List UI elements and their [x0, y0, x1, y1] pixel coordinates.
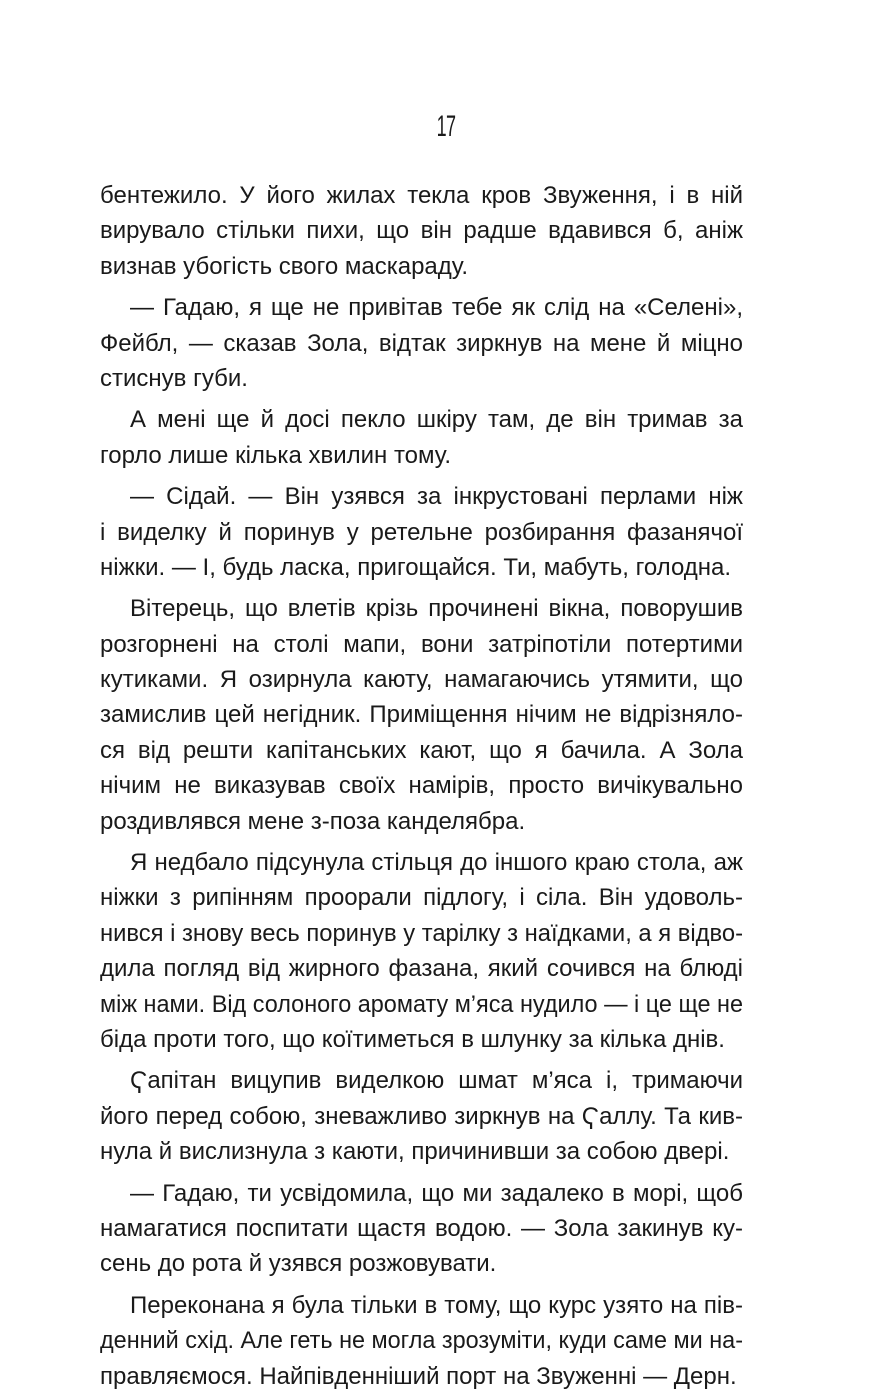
text-line: кутиками. Я озирнула каюту, намагаючись утямити, що — [100, 666, 743, 694]
text-line: А мені ще й досі пекло шкіру там, де він тримав за — [130, 406, 743, 434]
text-line: нула й вислизнула з каюти, причинивши за собою двері. — [100, 1138, 730, 1166]
paragraph — [100, 1063, 743, 1169]
text-line: нився і знову весь поринув у тарілку з наїдками, а я відво- — [100, 919, 743, 947]
text-line: — Гадаю, ти усвідомила, що ми задалеко в морі, щоб — [130, 1179, 743, 1207]
text-line: розгорнені на столі мапи, вони затріпотіли потертими — [100, 630, 743, 658]
text-line: і виделку й поринув у ретельне розбирання фазанячої — [100, 518, 743, 546]
paragraph — [100, 178, 743, 284]
text-line: Ҁапітан вицупив виделкою шмат м’яса і, тримаючи — [130, 1067, 743, 1095]
text-line: сень до рота й узявся розжовувати. — [100, 1250, 497, 1278]
text-line: його перед собою, зневажливо зиркнув на Ҁаллу. Та кив- — [100, 1102, 743, 1130]
text-line: бентежило. У його жилах текла кров Звуження, і в ній — [100, 182, 743, 209]
text-line: денний схід. Але геть не могла зрозуміти, куди саме ми на- — [100, 1327, 743, 1355]
paragraph — [100, 402, 743, 473]
text-line: стиснув губи. — [100, 364, 248, 392]
text-line: вирувало стільки пихи, що він радше вдавився б, аніж — [100, 217, 743, 245]
text-line: правляємося. Найпівденніший порт на Звуженні — Дерн. — [100, 1362, 737, 1390]
paragraph — [100, 845, 743, 1057]
text-line: Вітерець, що влетів крізь прочинені вікна, поворушив — [130, 595, 743, 623]
text-line: визнав убогість свого маскараду. — [100, 252, 469, 280]
body-text — [100, 178, 743, 1394]
text-line: дила погляд від жирного фазана, який сочився на блюді — [100, 955, 743, 983]
text-line: — Гадаю, я ще не привітав тебе як слід на «Селені», — [130, 294, 743, 322]
text-line: Фейбл, — сказав Зола, відтак зиркнув на мене й міцно — [100, 329, 743, 357]
text-line: роздивлявся мене з-поза канделябра. — [100, 807, 526, 835]
text-line: ся від решти капітанських кают, що я бачила. А Зола — [100, 736, 743, 764]
text-line: Переконана я була тільки в тому, що курс узято на пів- — [130, 1291, 743, 1319]
text-line: між нами. Від солоного аромату м’яса нудило — і це ще не — [100, 990, 743, 1018]
text-line: замислив цей негідник. Приміщення нічим не відрізняло- — [100, 701, 743, 729]
paragraph — [100, 479, 743, 585]
paragraph — [100, 1288, 743, 1394]
text-line: намагатися поспитати щастя водою. — Зола закинув ку- — [100, 1214, 743, 1242]
text-line: ніжки. — І, будь ласка, пригощайся. Ти, мабуть, голодна. — [100, 553, 732, 581]
text-line: ніжки з рипінням проорали підлогу, і сіла. Він удоволь- — [100, 884, 743, 912]
paragraph — [100, 1176, 743, 1282]
text-line: біда проти того, що коїтиметься в шлунку за кілька днів. — [100, 1025, 725, 1053]
text-line: — Сідай. — Він узявся за інкрустовані перлами ніж — [130, 483, 743, 511]
text-line: Я недбало підсунула стільця до іншого краю стола, аж — [130, 849, 743, 877]
page-number: 17 — [436, 110, 456, 143]
paragraph — [100, 290, 743, 396]
text-line: горло лише кілька хвилин тому. — [100, 441, 452, 469]
paragraph — [100, 591, 743, 839]
text-line: нічим не виказував своїх намірів, просто вичікувально — [100, 772, 743, 800]
